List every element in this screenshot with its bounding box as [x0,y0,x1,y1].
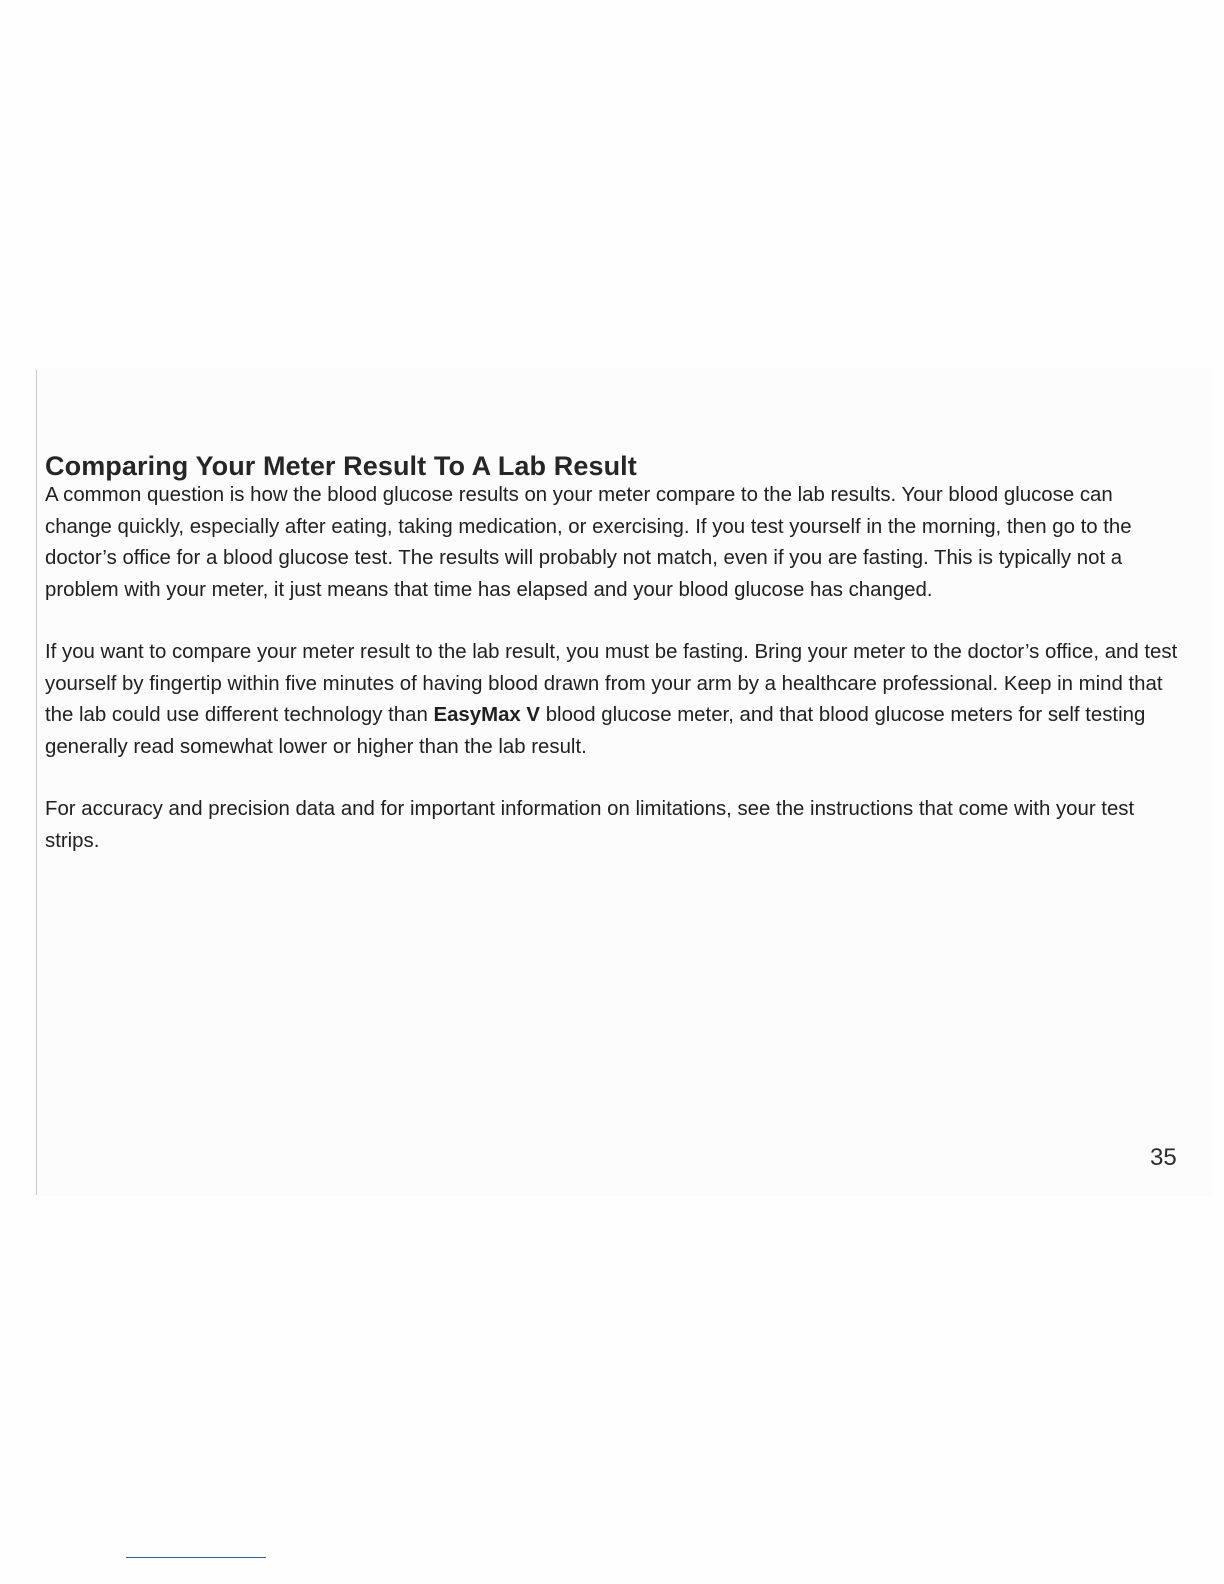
paragraph-compare-instructions [45,637,1185,763]
brand-name: EasyMax V [433,704,541,726]
footnote-rule [126,1557,266,1558]
paragraph-accuracy-reference: For accuracy and precision data and for important information on limitations, see the instructions that come with your test strips. [45,798,1135,852]
panel-left-edge [36,370,37,1195]
section-content [45,446,1185,857]
section-title: Comparing Your Meter Result To A Lab Result [45,451,637,481]
paragraph-2-text-before: If you want to compare your meter result to the lab result, you must be fasting. Bring your meter to the doctor’s office, and test yourself by fingertip within five minutes of having blood drawn from your arm by a healthcare professional. Keep in mind that the lab could use different technology than [45,641,1178,726]
page-number: 35 [1150,1144,1177,1171]
paragraph-2-text-after: blood glucose meter, and that blood glucose meters for self testing generally read somewhat lower or higher than the lab result. [45,704,1146,758]
paragraph-glucose-changes: A common question is how the blood glucose results on your meter compare to the lab results. Your blood glucose can change quickly, especially after eating, taking medication, or exercising. If you test yourself in the morning, then go to the doctor’s office for a blood glucose test. The results will probably not match, even if you are fasting. This is typically not a problem with your meter, it just means that time has elapsed and your blood glucose has changed. [45,484,1132,601]
